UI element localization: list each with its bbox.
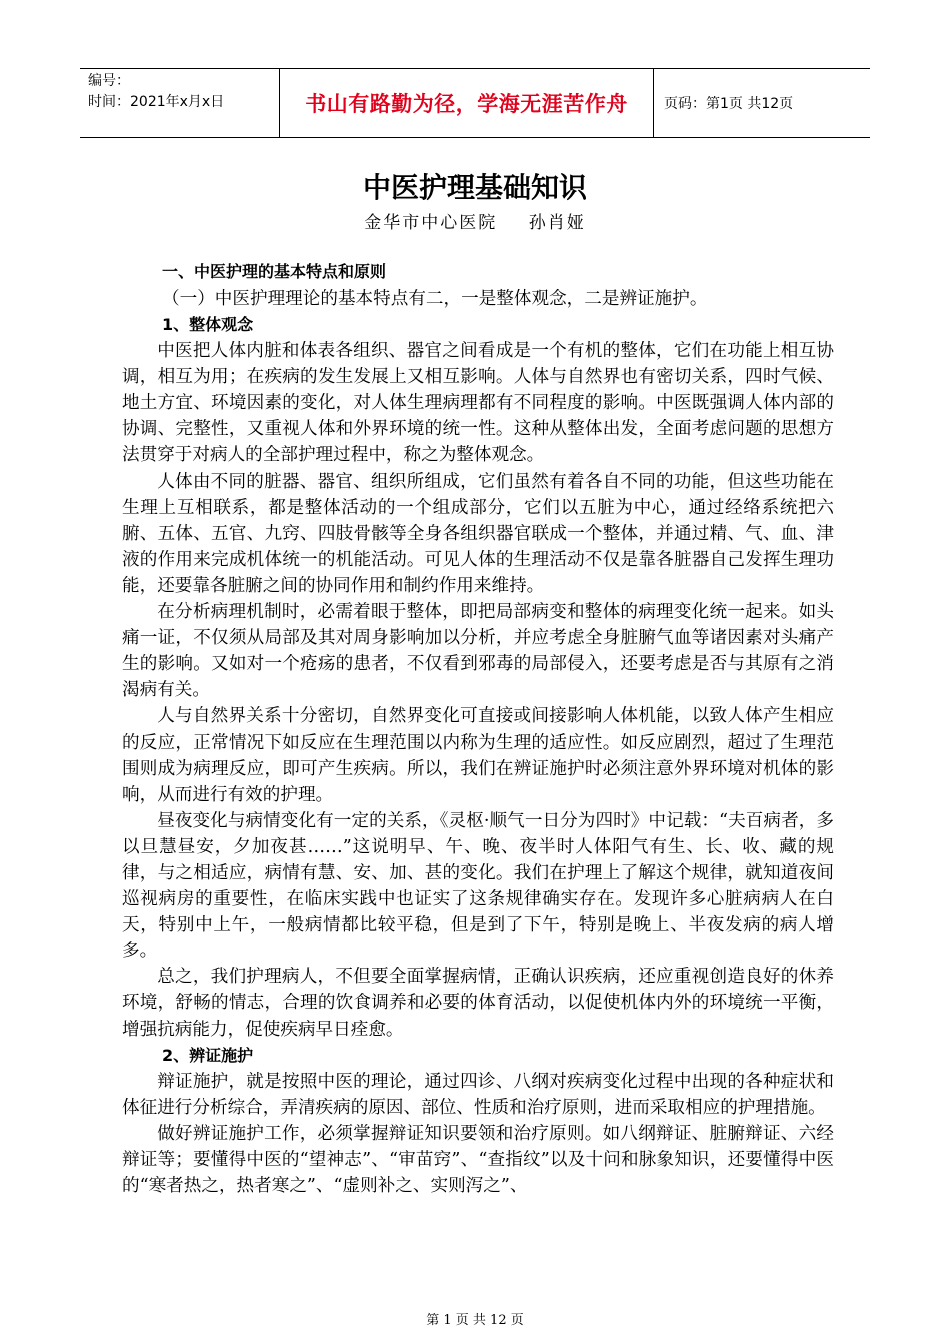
header-meta <box>80 69 279 137</box>
subsection-heading: 2、辨证施护 <box>162 1045 254 1065</box>
paragraph: 在分析病理机制时，必需着眼于整体，即把局部病变和整体的病理变化统一起来。如头痛一证，不仅须从局部及其对周身影响加以分析，并应考虑全身脏腑气血等诸因素对头痛产生的影响。又如对一个疮疡的患者，不仅看到邪毒的局部侵入，还要考虑是否与其原有之消渴病有关。 <box>122 602 834 701</box>
subsection-heading: 1、整体观念 <box>162 315 254 335</box>
document-title: 中医护理基础知识 <box>362 171 587 204</box>
institution: 金华市中心医院 <box>364 213 498 233</box>
paragraph: 做好辨证施护工作，必须掌握辩证知识要领和治疗原则。如八纲辩证、脏腑辩证、六经辩证等；要懂得中医的“望神志”、“审苗窍”、“查指纹”以及十问和脉象知识，还要懂得中医的“寒者热之，热者寒之”、“虚则补之、实则泻之”、 <box>122 1123 834 1196</box>
header-page-info: 页码：第1页 共12页 <box>664 96 794 112</box>
author-line <box>0 208 950 233</box>
page-footer: 第 1 页 共 12 页 <box>426 1313 524 1328</box>
section-heading: 一、中医护理的基本特点和原则 <box>162 262 387 281</box>
section-intro: （一）中医护理理论的基本特点有二，一是整体观念，二是辨证施护。 <box>162 289 708 309</box>
paragraph: 中医把人体内脏和体表各组织、器官之间看成是一个有机的整体，它们在功能上相互协调，相互为用；在疾病的发生发展上又相互影响。人体与自然界也有密切关系，四时气候、地土方宜、环境因素的变化，对人体生理病理都有不同程度的影响。中医既强调人体内部的协调、完整性，又重视人体和外界环境的统一性。这种从整体出发，全面考虑问题的思想方法贯穿于对病人的全部护理过程中，称之为整体观念。 <box>122 341 834 466</box>
paragraph: 辩证施护，就是按照中医的理论，通过四诊、八纲对疾病变化过程中出现的各种症状和体征进行分析综合，弄清疾病的原因、部位、性质和治疗原则，进而采取相应的护理措施。 <box>122 1071 834 1118</box>
date-label: 时间：2021年x月x日 <box>88 94 225 110</box>
paragraph: 总之，我们护理病人，不但要全面掌握病情，正确认识疾病，还应重视创造良好的休养环境，舒畅的情志，合理的饮食调养和必要的体育活动，以促使机体内外的环境统一平衡，增强抗病能力，促使疾病早日痊愈。 <box>122 967 834 1040</box>
header-motto: 书山有路勤为径，学海无涯苦作舟 <box>279 69 654 137</box>
header-table <box>80 68 870 138</box>
paragraph: 人与自然界关系十分密切，自然界变化可直接或间接影响人体机能，以致人体产生相应的反应，正常情况下如反应在生理范围以内称为生理的适应性。如反应剧烈，超过了生理范围则成为病理反应，即可产生疾病。所以，我们在辨证施护时必须注意外界环境对机体的影响，从而进行有效的护理。 <box>122 706 834 805</box>
paragraph: 人体由不同的脏器、器官、组织所组成，它们虽然有着各自不同的功能，但这些功能在生理上互相联系，都是整体活动的一个组成部分，它们以五脏为中心，通过经络系统把六腑、五体、五官、九窍、四肢骨骸等全身各组织器官联成一个整体，并通过精、气、血、津液的作用来完成机体统一的机能活动。可见人体的生理活动不仅是靠各脏器自己发挥生理功能，还要靠各脏腑之间的协同作用和制约作用来维持。 <box>122 471 834 596</box>
number-label: 编号： <box>88 73 130 89</box>
document-body <box>122 258 834 1199</box>
paragraph: 昼夜变化与病情变化有一定的关系，《灵枢·顺气一日分为四时》中记载：“夫百病者，多以旦慧昼安，夕加夜甚……”这说明早、午、晚、夜半时人体阳气有生、长、收、藏的规律，与之相适应，病情有慧、安、加、甚的变化。我们在护理上了解这个规律，就知道夜间巡视病房的重要性，在临床实践中也证实了这条规律确实存在。发现许多心脏病病人在白天，特别中上午，一般病情都比较平稳，但是到了下午，特别是晚上、半夜发病的病人增多。 <box>122 810 834 962</box>
author-name: 孙肖娅 <box>528 213 586 233</box>
